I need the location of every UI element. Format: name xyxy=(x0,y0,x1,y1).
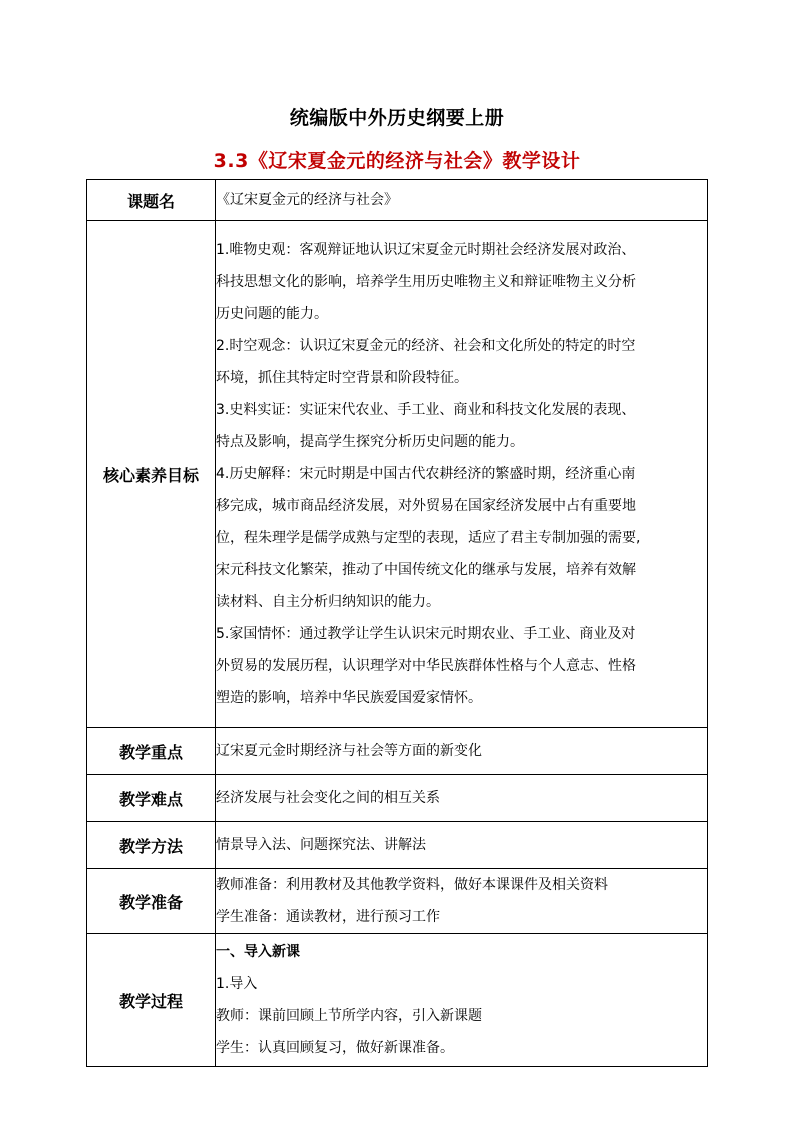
label-teaching-difficulty: 教学难点 xyxy=(87,775,216,822)
table-row-process xyxy=(87,934,708,1067)
value-teaching-method: 情景导入法、问题探究法、讲解法 xyxy=(216,822,708,869)
table-row-focus xyxy=(87,728,708,775)
value-teaching-preparation xyxy=(216,869,708,934)
label-lesson-title: 课题名 xyxy=(87,180,216,221)
goal-line: 1.唯物史观：客观辩证地认识辽宋夏金元时期社会经济发展对政治、 xyxy=(216,242,636,258)
goal-line: 环境，抓住其特定时空背景和阶段特征。 xyxy=(216,370,468,386)
goal-line: 5.家国情怀：通过教学让学生认识宋元时期农业、手工业、商业及对 xyxy=(216,626,636,642)
lesson-plan-table xyxy=(86,179,708,1067)
goal-line: 读材料、自主分析归纳知识的能力。 xyxy=(216,594,440,610)
goal-line: 位，程朱理学是儒学成熟与定型的表现，适应了君主专制加强的需要, xyxy=(216,530,641,546)
goal-line: 塑造的影响，培养中华民族爱国爱家情怀。 xyxy=(216,690,482,706)
preparation-line: 教师准备：利用教材及其他教学资料，做好本课课件及相关资料 xyxy=(216,877,608,893)
document-subtitle: 3.3《辽宋夏金元的经济与社会》教学设计 xyxy=(213,150,581,172)
process-heading: 一、导入新课 xyxy=(216,944,300,960)
goal-line: 移完成，城市商品经济发展，对外贸易在国家经济发展中占有重要地 xyxy=(216,498,636,514)
label-core-goals: 核心素养目标 xyxy=(87,221,216,728)
goal-line: 特点及影响，提高学生探究分析历史问题的能力。 xyxy=(216,434,524,450)
value-core-goals xyxy=(216,221,708,728)
label-teaching-method: 教学方法 xyxy=(87,822,216,869)
preparation-line: 学生准备：通读教材，进行预习工作 xyxy=(216,909,440,925)
table-row-difficulty xyxy=(87,775,708,822)
goal-line: 外贸易的发展历程，认识理学对中华民族群体性格与个人意志、性格 xyxy=(216,658,636,674)
table-row-preparation xyxy=(87,869,708,934)
process-line: 1.导入 xyxy=(216,976,258,992)
value-teaching-focus: 辽宋夏元金时期经济与社会等方面的新变化 xyxy=(216,728,708,775)
value-teaching-difficulty: 经济发展与社会变化之间的相互关系 xyxy=(216,775,708,822)
goal-line: 宋元科技文化繁荣，推动了中国传统文化的继承与发展，培养有效解 xyxy=(216,562,636,578)
goal-line: 历史问题的能力。 xyxy=(216,306,328,322)
goal-line: 4.历史解释：宋元时期是中国古代农耕经济的繁盛时期，经济重心南 xyxy=(216,466,636,482)
process-line: 教师：课前回顾上节所学内容，引入新课题 xyxy=(216,1008,482,1024)
table-row-method xyxy=(87,822,708,869)
table-row-goals xyxy=(87,221,708,728)
value-teaching-process xyxy=(216,934,708,1067)
goal-line: 2.时空观念：认识辽宋夏金元的经济、社会和文化所处的特定的时空 xyxy=(216,338,636,354)
goal-line: 科技思想文化的影响，培养学生用历史唯物主义和辩证唯物主义分析 xyxy=(216,274,636,290)
table-row-title xyxy=(87,180,708,221)
process-line: 学生：认真回顾复习，做好新课准备。 xyxy=(216,1040,454,1056)
label-teaching-preparation: 教学准备 xyxy=(87,869,216,934)
document-title: 统编版中外历史纲要上册 xyxy=(289,107,505,129)
value-lesson-title: 《辽宋夏金元的经济与社会》 xyxy=(216,180,708,221)
label-teaching-focus: 教学重点 xyxy=(87,728,216,775)
goal-line: 3.史料实证：实证宋代农业、手工业、商业和科技文化发展的表现、 xyxy=(216,402,636,418)
label-teaching-process: 教学过程 xyxy=(87,934,216,1067)
